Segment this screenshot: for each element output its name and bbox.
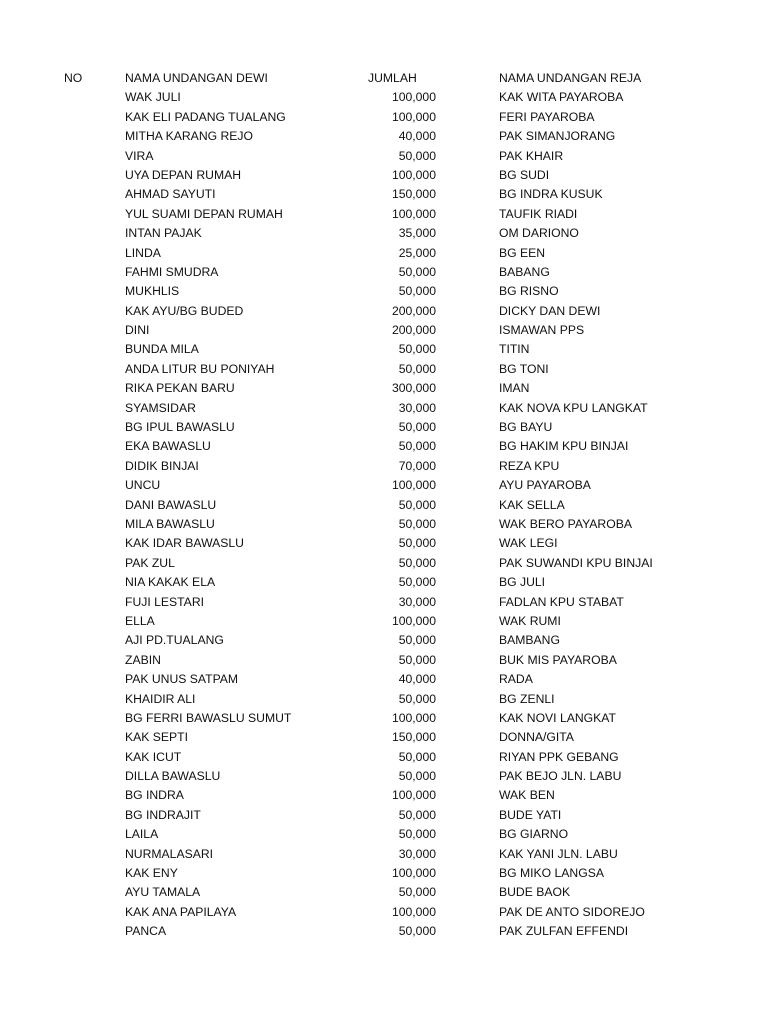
guest-name-reja: RIYAN PPK GEBANG — [499, 749, 619, 764]
amount-value: 30,000 — [398, 846, 436, 861]
guest-name-reja: KAK SELLA — [499, 497, 565, 512]
guest-name-reja: PAK DE ANTO SIDOREJO — [499, 904, 645, 919]
guest-name-dewi: UYA DEPAN RUMAH — [125, 167, 242, 182]
guest-name-dewi: YUL SUAMI DEPAN RUMAH — [125, 206, 283, 221]
table-row — [0, 554, 768, 573]
table-row — [0, 476, 768, 495]
table-row — [0, 845, 768, 864]
table-row — [0, 728, 768, 747]
amount-value: 50,000 — [398, 536, 436, 551]
amount-value: 100,000 — [391, 90, 436, 105]
amount-value: 100,000 — [391, 613, 436, 628]
header-dewi: NAMA UNDANGAN DEWI — [125, 71, 268, 85]
guest-name-dewi: AJI PD.TUALANG — [125, 633, 224, 648]
guest-name-reja: PAK BEJO JLN. LABU — [499, 769, 622, 784]
amount-value: 35,000 — [398, 226, 436, 241]
guest-name-reja: BUDE YATI — [499, 807, 562, 822]
amount-value: 50,000 — [398, 633, 436, 648]
table-row — [0, 786, 768, 805]
guest-name-dewi: AHMAD SAYUTI — [125, 187, 216, 202]
guest-name-reja: BG SUDI — [499, 167, 550, 182]
table-row — [0, 263, 768, 282]
table-row — [0, 185, 768, 204]
amount-value: 150,000 — [391, 730, 436, 745]
table-row — [0, 340, 768, 359]
guest-name-dewi: ZABIN — [125, 652, 161, 667]
guest-name-reja: WAK LEGI — [499, 536, 558, 551]
guest-name-dewi: ANDA LITUR BU PONIYAH — [125, 361, 275, 376]
amount-value: 50,000 — [398, 924, 436, 939]
guest-name-reja: BG RISNO — [499, 284, 559, 299]
guest-name-dewi: PAK UNUS SATPAM — [125, 672, 239, 687]
guest-name-reja: RADA — [499, 672, 533, 687]
guest-name-dewi: FAHMI SMUDRA — [125, 264, 219, 279]
amount-value: 50,000 — [398, 284, 436, 299]
guest-name-reja: BAMBANG — [499, 633, 560, 648]
guest-name-dewi: INTAN PAJAK — [125, 226, 202, 241]
guest-name-reja: BABANG — [499, 264, 550, 279]
guest-name-dewi: RIKA PEKAN BARU — [125, 381, 235, 396]
guest-name-reja: PAK KHAIR — [499, 148, 564, 163]
guest-name-dewi: KAK SEPTI — [125, 730, 188, 745]
amount-value: 300,000 — [391, 381, 436, 396]
guest-name-dewi: LINDA — [125, 245, 161, 260]
header-no: NO — [64, 71, 83, 85]
table-row — [0, 496, 768, 515]
table-row — [0, 806, 768, 825]
amount-value: 50,000 — [398, 361, 436, 376]
guest-name-reja: TAUFIK RIADI — [499, 206, 578, 221]
header-row — [0, 69, 768, 88]
guest-name-reja: DONNA/GITA — [499, 730, 574, 745]
table-row — [0, 379, 768, 398]
guest-name-dewi: PANCA — [125, 924, 167, 939]
guest-name-reja: WAK BEN — [499, 788, 555, 803]
table-row — [0, 244, 768, 263]
guest-name-dewi: KAK ANA PAPILAYA — [125, 904, 237, 919]
guest-name-reja: FADLAN KPU STABAT — [499, 594, 624, 609]
guest-name-reja: BG GIARNO — [499, 827, 569, 842]
guest-name-dewi: BG IPUL BAWASLU — [125, 420, 235, 435]
amount-value: 150,000 — [391, 187, 436, 202]
guest-name-dewi: KAK AYU/BG BUDED — [125, 303, 244, 318]
guest-name-reja: OM DARIONO — [499, 226, 579, 241]
amount-value: 50,000 — [398, 885, 436, 900]
guest-name-reja: AYU PAYAROBA — [499, 478, 591, 493]
guest-name-reja: BG MIKO LANGSA — [499, 866, 604, 881]
guest-name-reja: DICKY DAN DEWI — [499, 303, 601, 318]
amount-value: 100,000 — [391, 904, 436, 919]
table-row — [0, 399, 768, 418]
guest-name-dewi: SYAMSIDAR — [125, 400, 196, 415]
amount-value: 50,000 — [398, 769, 436, 784]
guest-name-dewi: BUNDA MILA — [125, 342, 199, 357]
guest-name-dewi: AYU TAMALA — [125, 885, 201, 900]
table-row — [0, 767, 768, 786]
guest-name-dewi: BG FERRI BAWASLU SUMUT — [125, 710, 292, 725]
table-row — [0, 205, 768, 224]
guest-name-reja: BG ZENLI — [499, 691, 555, 706]
amount-value: 50,000 — [398, 420, 436, 435]
table-row — [0, 282, 768, 301]
guest-name-dewi: PAK ZUL — [125, 555, 175, 570]
guest-name-dewi: MILA BAWASLU — [125, 516, 215, 531]
guest-name-dewi: NIA KAKAK ELA — [125, 575, 216, 590]
amount-value: 100,000 — [391, 788, 436, 803]
guest-name-reja: BG INDRA KUSUK — [499, 187, 603, 202]
guest-name-reja: BG EEN — [499, 245, 546, 260]
table-row — [0, 709, 768, 728]
guest-name-dewi: KAK ELI PADANG TUALANG — [125, 109, 286, 124]
guest-name-dewi: ELLA — [125, 613, 155, 628]
table-row — [0, 670, 768, 689]
amount-value: 50,000 — [398, 749, 436, 764]
amount-value: 50,000 — [398, 342, 436, 357]
header-reja: NAMA UNDANGAN REJA — [499, 71, 642, 85]
guest-name-reja: PAK SIMANJORANG — [499, 129, 616, 144]
guest-name-reja: BUDE BAOK — [499, 885, 571, 900]
amount-value: 50,000 — [398, 691, 436, 706]
amount-value: 50,000 — [398, 439, 436, 454]
amount-value: 25,000 — [398, 245, 436, 260]
guest-name-reja: WAK RUMI — [499, 613, 561, 628]
guest-name-dewi: MUKHLIS — [125, 284, 180, 299]
table-row — [0, 903, 768, 922]
amount-value: 50,000 — [398, 148, 436, 163]
table-row — [0, 321, 768, 340]
table-row — [0, 515, 768, 534]
amount-value: 100,000 — [391, 478, 436, 493]
guest-name-reja: BG TONI — [499, 361, 549, 376]
amount-value: 40,000 — [398, 672, 436, 687]
table-row — [0, 825, 768, 844]
guest-name-reja: IMAN — [499, 381, 530, 396]
table-row — [0, 593, 768, 612]
amount-value: 100,000 — [391, 866, 436, 881]
guest-name-dewi: LAILA — [125, 827, 159, 842]
table-row — [0, 457, 768, 476]
guest-name-dewi: KHAIDIR ALI — [125, 691, 196, 706]
amount-value: 100,000 — [391, 206, 436, 221]
amount-value: 30,000 — [398, 400, 436, 415]
amount-value: 70,000 — [398, 458, 436, 473]
guest-name-dewi: DANI BAWASLU — [125, 497, 217, 512]
guest-name-dewi: DINI — [125, 323, 150, 338]
guest-name-dewi: KAK ICUT — [125, 749, 182, 764]
table-row — [0, 360, 768, 379]
amount-value: 50,000 — [398, 652, 436, 667]
table-row — [0, 224, 768, 243]
guest-name-reja: ISMAWAN PPS — [499, 323, 585, 338]
table-row — [0, 922, 768, 941]
amount-value: 50,000 — [398, 497, 436, 512]
guest-name-dewi: KAK IDAR BAWASLU — [125, 536, 244, 551]
table-row — [0, 631, 768, 650]
guest-name-reja: TITIN — [499, 342, 530, 357]
guest-name-reja: BUK MIS PAYAROBA — [499, 652, 617, 667]
guest-name-reja: FERI PAYAROBA — [499, 109, 595, 124]
table-row — [0, 534, 768, 553]
amount-value: 100,000 — [391, 167, 436, 182]
amount-value: 40,000 — [398, 129, 436, 144]
table-row — [0, 864, 768, 883]
table-row — [0, 302, 768, 321]
table-row — [0, 127, 768, 146]
guest-name-dewi: EKA BAWASLU — [125, 439, 211, 454]
table-row — [0, 437, 768, 456]
table-row — [0, 651, 768, 670]
guest-name-dewi: NURMALASARI — [125, 846, 214, 861]
guest-name-dewi: FUJI LESTARI — [125, 594, 205, 609]
guest-name-reja: BG JULI — [499, 575, 546, 590]
table-row — [0, 166, 768, 185]
table-row — [0, 612, 768, 631]
guest-name-reja: BG BAYU — [499, 420, 553, 435]
amount-value: 50,000 — [398, 516, 436, 531]
amount-value: 50,000 — [398, 264, 436, 279]
table-row — [0, 108, 768, 127]
guest-name-dewi: MITHA KARANG REJO — [125, 129, 253, 144]
table-body — [0, 88, 768, 941]
amount-value: 50,000 — [398, 555, 436, 570]
amount-value: 50,000 — [398, 827, 436, 842]
guest-name-dewi: KAK ENY — [125, 866, 178, 881]
table-row — [0, 88, 768, 107]
guest-name-reja: KAK NOVA KPU LANGKAT — [499, 400, 648, 415]
guest-name-dewi: VIRA — [125, 148, 154, 163]
guest-name-reja: BG HAKIM KPU BINJAI — [499, 439, 629, 454]
guest-name-reja: WAK BERO PAYAROBA — [499, 516, 632, 531]
guest-name-dewi: UNCU — [125, 478, 161, 493]
guest-name-reja: PAK SUWANDI KPU BINJAI — [499, 555, 653, 570]
amount-value: 30,000 — [398, 594, 436, 609]
guest-name-dewi: DILLA BAWASLU — [125, 769, 221, 784]
guest-list-sheet — [0, 69, 768, 942]
table-row — [0, 883, 768, 902]
amount-value: 100,000 — [391, 710, 436, 725]
table-row — [0, 573, 768, 592]
table-row — [0, 748, 768, 767]
amount-value: 200,000 — [391, 323, 436, 338]
guest-name-reja: PAK ZULFAN EFFENDI — [499, 924, 629, 939]
table-row — [0, 418, 768, 437]
guest-name-dewi: WAK JULI — [125, 90, 181, 105]
amount-value: 100,000 — [391, 109, 436, 124]
guest-name-reja: KAK NOVI LANGKAT — [499, 710, 616, 725]
guest-name-reja: KAK WITA PAYAROBA — [499, 90, 624, 105]
amount-value: 50,000 — [398, 807, 436, 822]
guest-name-reja: REZA KPU — [499, 458, 560, 473]
amount-value: 50,000 — [398, 575, 436, 590]
amount-value: 200,000 — [391, 303, 436, 318]
guest-name-dewi: DIDIK BINJAI — [125, 458, 199, 473]
guest-name-dewi: BG INDRA — [125, 788, 184, 803]
guest-name-reja: KAK YANI JLN. LABU — [499, 846, 618, 861]
table-row — [0, 690, 768, 709]
header-jumlah: JUMLAH — [368, 71, 417, 85]
table-row — [0, 147, 768, 166]
guest-name-dewi: BG INDRAJIT — [125, 807, 201, 822]
